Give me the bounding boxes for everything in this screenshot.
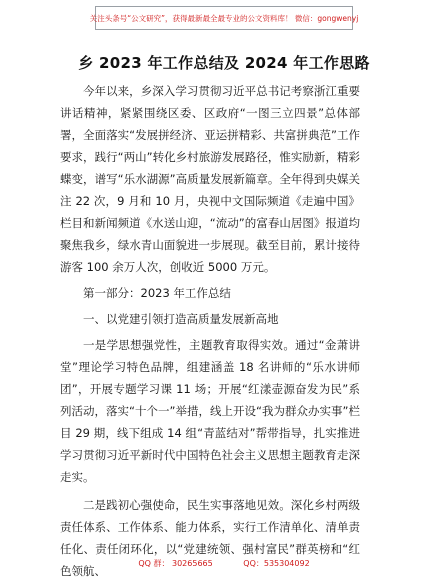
body-paragraph-2: 二是践初心强使命，民生实事落地见效。深化乡村两级责任体系、工作体系、能力体系，实行工作清单化、清单责任化、责任闭环化，以“党建统领、强村富民”群英榜和“红色领航、 — [60, 498, 360, 578]
footer-qq-group: QQ 群： 30265665 — [138, 559, 213, 568]
footer-qq: QQ：535304092 — [243, 559, 310, 568]
top-banner: 关注头条号“公文研究”，获得最新最全最专业的公文资料库！ 微信：gongwenyj — [95, 6, 353, 30]
subsection-heading: 一、以党建引领打造高质量发展新高地 — [83, 312, 279, 326]
page-footer — [0, 558, 448, 569]
body-paragraph-1: 一是学思想强党性，主题教育取得实效。通过“金萧讲堂”理论学习特色品牌，组建涵盖 18 名讲师的“乐水讲师团”，开展专题学习课 11 场；开展“红漾壶源奋发为民”系列活动，落实“十个一”举措，线上开设“我为群众办实事”栏目 29 期，线下组成 14 组“青蓝结对”帮带指导，扎实推进学习贯彻习近平新时代中国特色社会主义思想主题教育走深走实。 — [60, 338, 360, 484]
document-title: 乡 2023 年工作总结及 2024 年工作思路 — [78, 54, 370, 72]
document-body — [60, 80, 360, 582]
intro-paragraph: 今年以来，乡深入学习贯彻习近平总书记考察浙江重要讲话精神，紧紧围绕区委、区政府“一图三立四景”总体部署，全面落实“发展拼经济、亚运拼精彩、共富拼典范”工作要求，践行“两山”转化乡村旅游发展路径，惟实励新，精彩蝶变，谱写“乐水湖源”高质量发展新篇章。全年得到央媒关注 22 次，9 月和 10 月，央视中文国际频道《走遍中国》栏目和新闻频道《水送山迎，“流动”的富春山居图》报道均聚焦我乡，绿水青山面貌进一步展现。截至目前，累计接待游客 100 余万人次，创收近 5000 万元。 — [60, 84, 360, 274]
section-heading: 第一部分：2023 年工作总结 — [83, 286, 231, 300]
